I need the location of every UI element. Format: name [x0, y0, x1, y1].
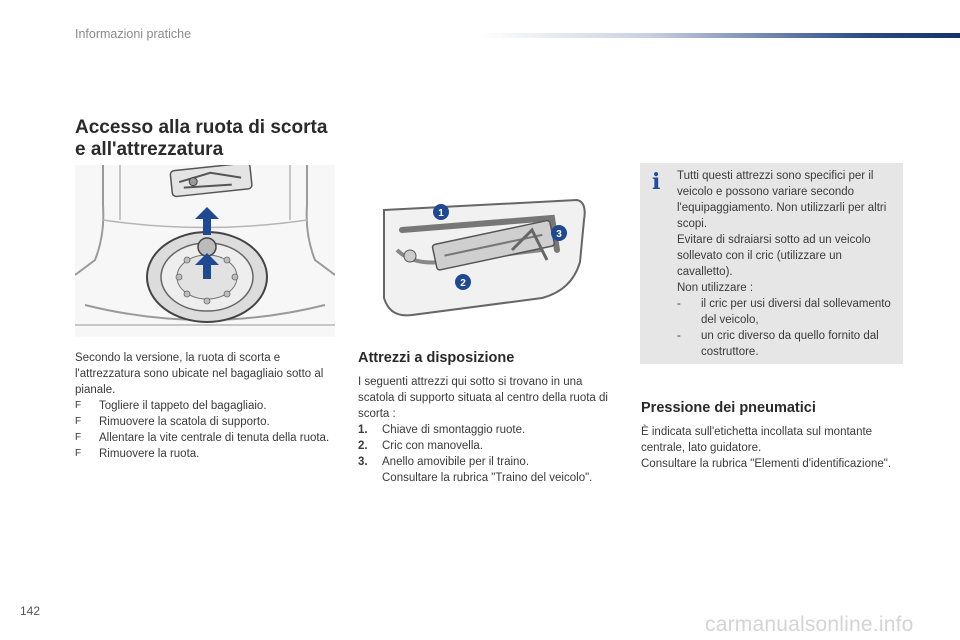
procedure-intro: Secondo la versione, la ruota di scorta e l'attrezzatura sono ubicate nel bagagliaio sotto al pianale. [75, 352, 324, 396]
tools-item: 2. Cric con manovella. [358, 440, 483, 452]
procedure-step: F Togliere il tappeto del bagagliaio. [75, 400, 267, 412]
info-icon: i [652, 169, 661, 195]
procedure-step: F Rimuovere la scatola di supporto. [75, 416, 270, 428]
tools-intro: I seguenti attrezzi qui sotto si trovano in una scatola di supporto situata al centro della ruota di scorta : [358, 376, 608, 420]
tools-text [358, 374, 620, 486]
info-box [640, 163, 903, 364]
tools-note: Consultare la rubrica "Traino del veicolo". [382, 472, 593, 484]
page-number: 142 [20, 604, 41, 618]
watermark: carmanualsonline.info [705, 613, 914, 636]
tools-item: 3. Anello amovibile per il traino. [358, 456, 530, 468]
page-title [75, 117, 327, 161]
svg-text:1: 1 [438, 208, 444, 219]
info-dash-item: - il cric per usi diversi dal sollevamento del veicolo, [677, 298, 891, 326]
svg-text:2: 2 [460, 278, 466, 289]
tools-heading: Attrezzi a disposizione [358, 350, 515, 366]
callout-3 [551, 225, 567, 241]
info-text: Tutti questi attrezzi sono specifici per il veicolo e possono variare secondo l'equipaggiamento. Non utilizzarli per altri scopi. Evitare di sdraiarsi sotto ad un veicolo sollevato con il cric (utilizzare un cavalletto). Non utilizzare : - il cric per usi diversi dal sollevamento del veicolo, - un cric diverso da quello fornito dal costruttore. [677, 168, 897, 360]
pressure-heading: Pressione dei pneumatici [641, 400, 816, 416]
section-title: Informazioni pratiche [75, 27, 192, 41]
header-gradient-bar [480, 33, 960, 38]
callout-2 [455, 274, 471, 290]
page-title-line2: e all'attrezzatura [75, 139, 224, 160]
procedure-step: F Allentare la vite centrale di tenuta della ruota. [75, 432, 330, 444]
tools-illustration [372, 190, 600, 326]
svg-text:3: 3 [556, 229, 562, 240]
procedure-step: F Rimuovere la ruota. [75, 448, 200, 460]
tools-item: 1. Chiave di smontaggio ruote. [358, 424, 526, 436]
procedure-text [75, 350, 340, 462]
page-title-line1: Accesso alla ruota di scorta [75, 117, 328, 138]
pressure-text: È indicata sull'etichetta incollata sul montante centrale, lato guidatore. Consultare la rubrica "Elementi d'identificazione". [641, 426, 892, 470]
info-dash-item: - un cric diverso da quello fornito dal costruttore. [677, 330, 879, 358]
spare-wheel-illustration [75, 165, 335, 337]
callout-1 [433, 204, 449, 220]
